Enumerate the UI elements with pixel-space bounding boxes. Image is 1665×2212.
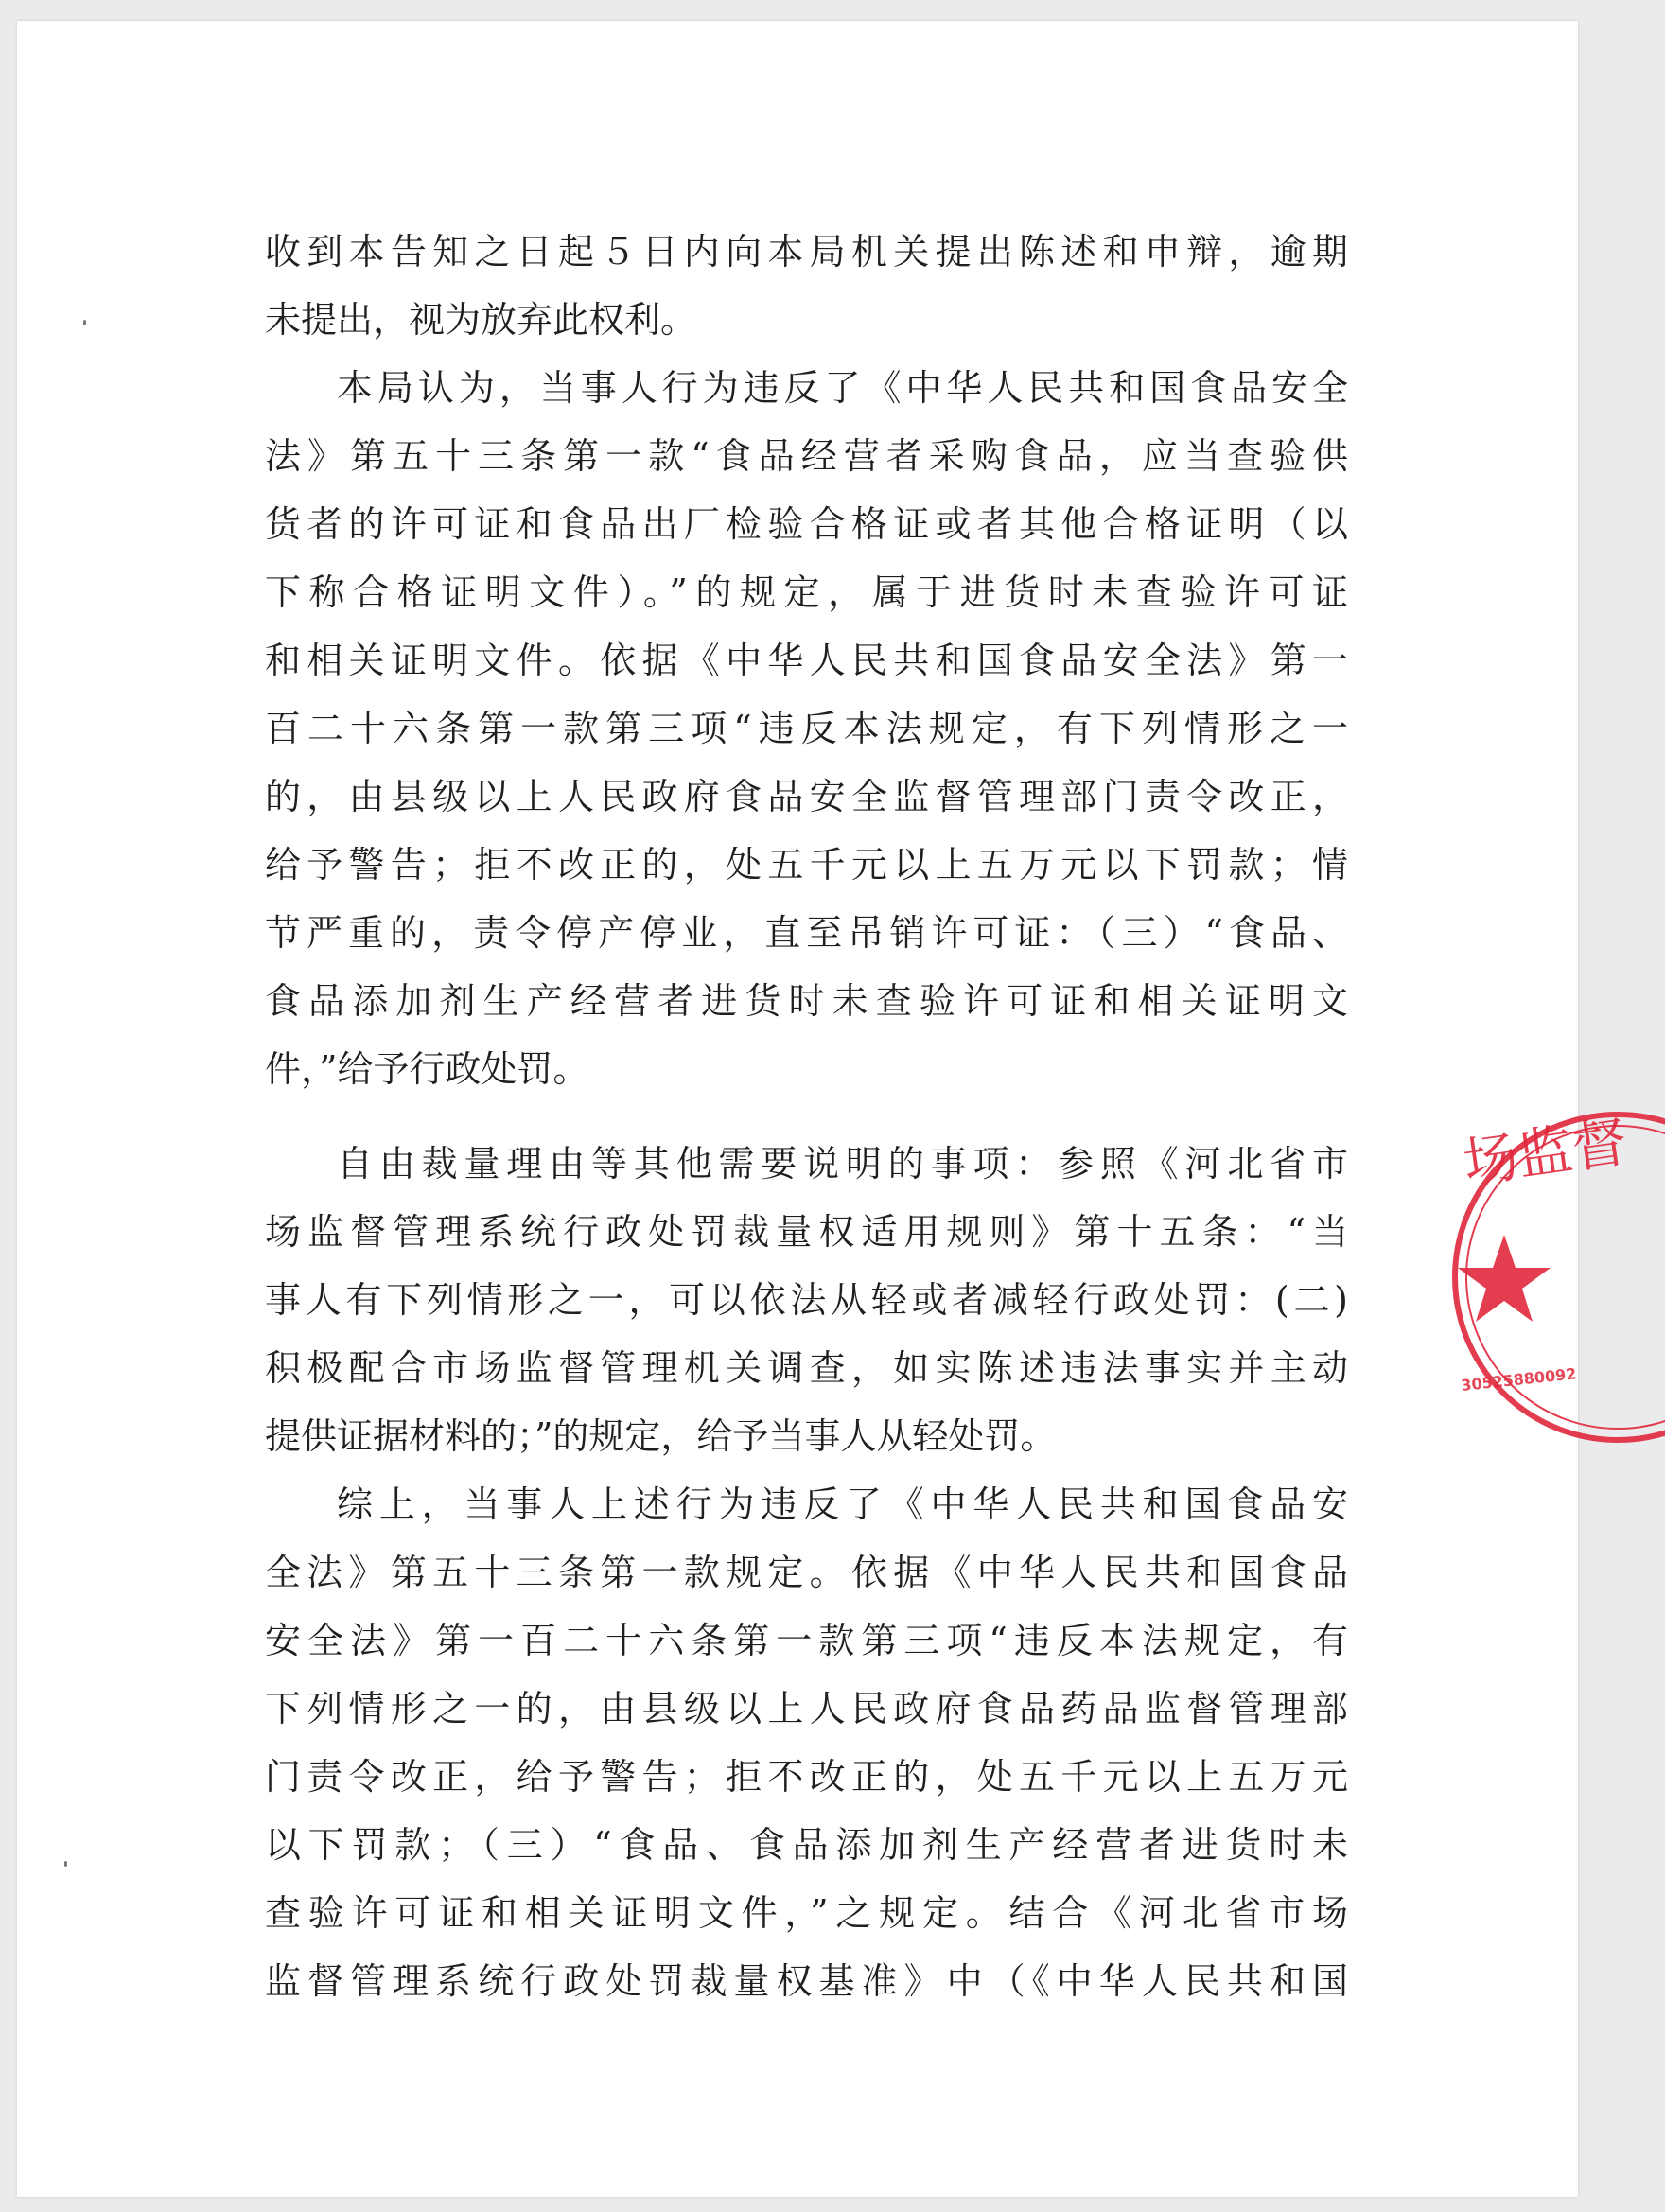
seal-number: 30525880092 [1460,1364,1578,1395]
text-line: 节严重的，责令停产停业，直至吊销许可证：（三）“食品、 [265,912,1348,954]
scan-mark [64,1861,67,1867]
text-line: 以下罚款；（三）“食品、食品添加剂生产经营者进货时未 [265,1824,1348,1866]
text-line: 安全法》第一百二十六条第一款第三项“违反本法规定，有 [265,1620,1348,1661]
text-line: 查验许可证和相关证明文件，”之规定。结合《河北省市场 [265,1892,1348,1934]
text-line: 自由裁量理由等其他需要说明的事项：参照《河北省市 [337,1143,1348,1185]
text-line: 下称合格证明文件）。”的规定，属于进货时未查验许可证 [265,571,1348,613]
text-line: 门责令改正，给予警告；拒不改正的，处五千元以上五万元 [265,1756,1348,1798]
paragraph-discretion-reason [265,1130,1348,1470]
seal-text: 场监督 [1459,1109,1632,1196]
text-line: 全法》第五十三条第一款规定。依据《中华人民共和国食品 [265,1552,1348,1593]
text-line: 提供证据材料的；”的规定，给予当事人从轻处罚。 [265,1415,1057,1457]
paragraph-statement-rights [265,218,1348,354]
text-line: 百二十六条第一款第三项“违反本法规定，有下列情形之一 [265,708,1348,749]
text-line: 事人有下列情形之一，可以依法从轻或者减轻行政处罚：(二) [265,1279,1348,1321]
text-line: 未提出，视为放弃此权利。 [265,299,697,341]
text-line: 场监督管理系统行政处罚裁量权适用规则》第十五条：“当 [265,1211,1348,1253]
text-line: 食品添加剂生产经营者进货时未查验许可证和相关证明文 [265,980,1348,1022]
text-line: 下列情形之一的，由县级以上人民政府食品药品监督管理部 [265,1688,1348,1729]
document-page [17,21,1632,2197]
text-line: 本局认为，当事人行为违反了《中华人民共和国食品安全 [337,367,1348,409]
text-line: 的，由县级以上人民政府食品安全监督管理部门责令改正， [265,776,1348,817]
text-line: 收到本告知之日起５日内向本局机关提出陈述和申辩，逾期 [265,231,1348,272]
paragraph-violation-finding [265,354,1348,1103]
text-line: 和相关证明文件。依据《中华人民共和国食品安全法》第一 [265,640,1348,681]
text-line: 货者的许可证和食品出厂检验合格证或者其他合格证明（以 [265,503,1348,545]
text-line: 件，”给予行政处罚。 [265,1048,589,1090]
text-line: 积极配合市场监督管理机关调查，如实陈述违法事实并主动 [265,1347,1348,1389]
scan-mark [83,320,86,325]
text-line: 综上，当事人上述行为违反了《中华人民共和国食品安 [337,1483,1348,1525]
star-icon [1458,1235,1551,1322]
official-seal [1428,1079,1665,1438]
paragraph-conclusion [265,1470,1348,2015]
text-line: 给予警告；拒不改正的，处五千元以上五万元以下罚款；情 [265,844,1348,886]
text-line: 监督管理系统行政处罚裁量权基准》中（《中华人民共和国 [265,1960,1348,2002]
text-line: 法》第五十三条第一款“食品经营者采购食品，应当查验供 [265,435,1348,477]
